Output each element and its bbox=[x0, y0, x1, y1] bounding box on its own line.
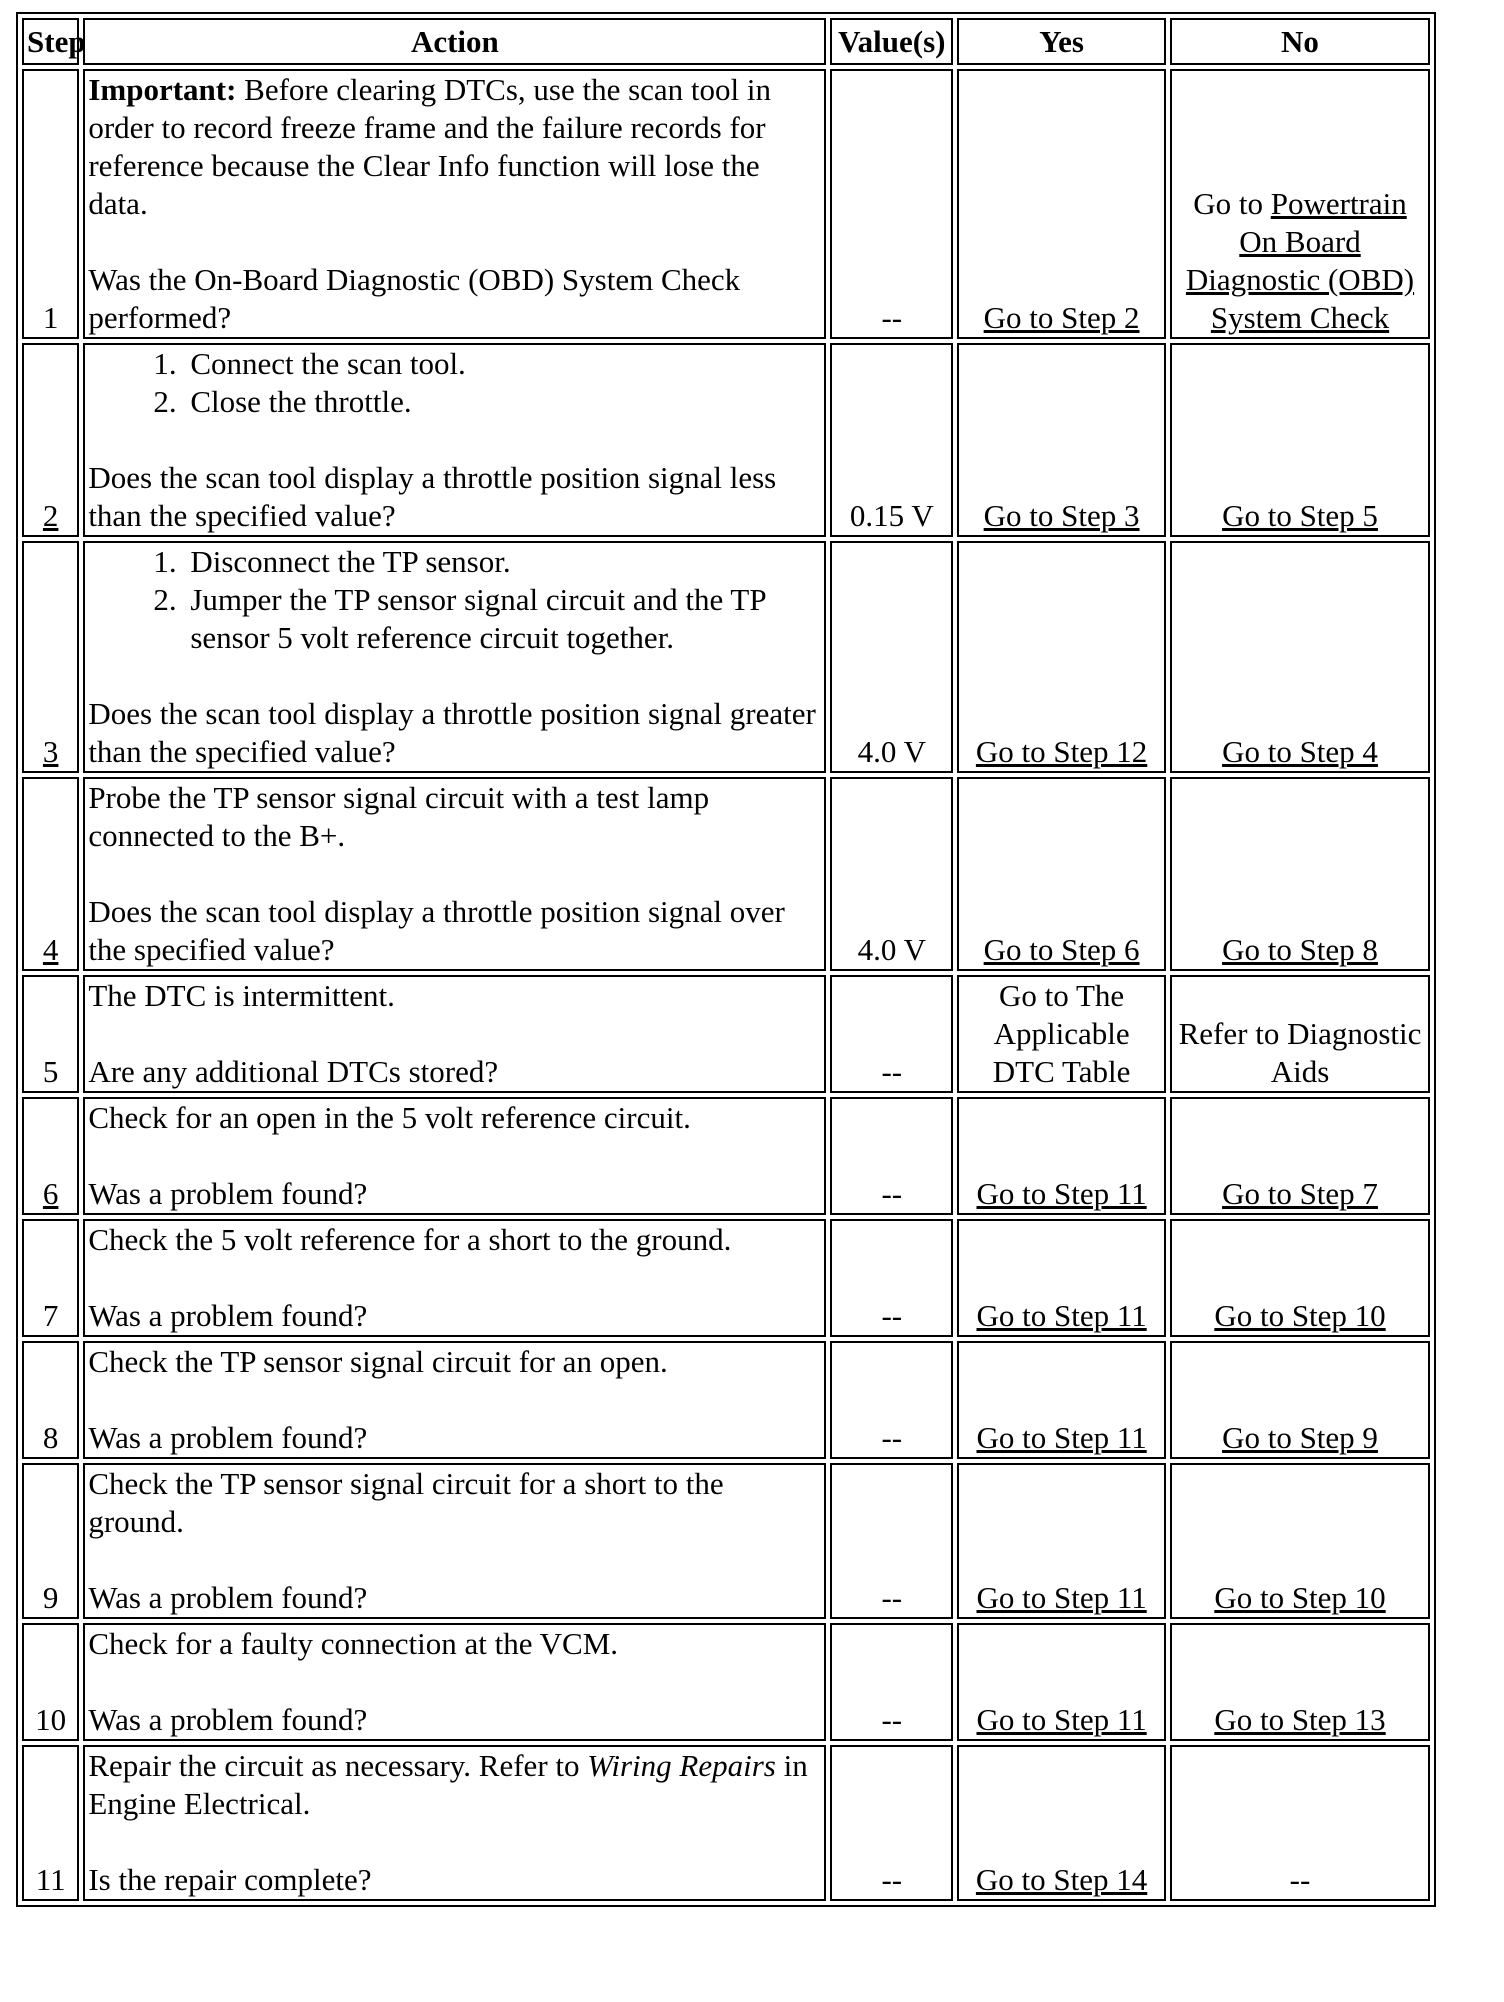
action-question: Was a problem found? bbox=[88, 1176, 368, 1211]
no-link[interactable]: Go to Step 10 bbox=[1214, 1298, 1386, 1333]
action-question: Was a problem found? bbox=[88, 1420, 368, 1455]
yes-cell bbox=[957, 1745, 1166, 1901]
action-cell bbox=[83, 541, 826, 773]
yes-link[interactable]: Go to Step 11 bbox=[976, 1176, 1147, 1211]
action-cell bbox=[83, 777, 826, 971]
no-prefix: Go to bbox=[1193, 186, 1271, 221]
no-cell: -- bbox=[1170, 1745, 1430, 1901]
no-cell bbox=[1170, 1219, 1430, 1337]
yes-cell bbox=[957, 777, 1166, 971]
header-no: No bbox=[1170, 18, 1430, 65]
no-cell bbox=[1170, 69, 1430, 339]
value-cell: 4.0 V bbox=[830, 777, 953, 971]
yes-link[interactable]: Go to Step 12 bbox=[975, 734, 1148, 769]
action-step-item: 2. Jumper the TP sensor signal circuit and the TP sensor 5 volt reference circuit together. bbox=[184, 581, 821, 657]
yes-cell bbox=[957, 541, 1166, 773]
header-row bbox=[22, 18, 1430, 65]
yes-link[interactable]: Go to Step 6 bbox=[983, 932, 1140, 967]
value-cell: -- bbox=[830, 1097, 953, 1215]
yes-link[interactable]: Go to Step 2 bbox=[983, 300, 1140, 335]
action-question: Does the scan tool display a throttle position signal less than the specified value? bbox=[88, 460, 777, 533]
table-row bbox=[22, 1341, 1430, 1459]
yes-link[interactable]: Go to Step 14 bbox=[975, 1862, 1148, 1897]
header-yes: Yes bbox=[957, 18, 1166, 65]
yes-link[interactable]: Go to Step 3 bbox=[983, 498, 1140, 533]
no-cell: Refer to Diagnostic Aids bbox=[1170, 975, 1430, 1093]
value-cell: -- bbox=[830, 1623, 953, 1741]
action-text: Check for a faulty connection at the VCM. bbox=[88, 1626, 619, 1661]
no-cell bbox=[1170, 1097, 1430, 1215]
no-link[interactable]: Go to Step 5 bbox=[1222, 498, 1378, 533]
diagnostic-table bbox=[16, 12, 1436, 1907]
action-cell bbox=[83, 1341, 826, 1459]
table-row bbox=[22, 343, 1430, 537]
action-question: Are any additional DTCs stored? bbox=[88, 1054, 499, 1089]
no-link[interactable]: Go to Step 9 bbox=[1222, 1420, 1378, 1455]
step-number: 7 bbox=[22, 1219, 79, 1337]
action-cell bbox=[83, 1623, 826, 1741]
action-text: Check the TP sensor signal circuit for an open. bbox=[88, 1344, 668, 1379]
no-link[interactable]: Go to Step 10 bbox=[1214, 1580, 1386, 1615]
header-step: Step bbox=[22, 18, 79, 65]
table-row bbox=[22, 1745, 1430, 1901]
action-text: Probe the TP sensor signal circuit with a test lamp connected to the B+. bbox=[88, 780, 710, 853]
step-number[interactable] bbox=[22, 777, 79, 971]
yes-link[interactable]: Go to Step 11 bbox=[976, 1420, 1147, 1455]
table-row bbox=[22, 69, 1430, 339]
step-number: 10 bbox=[22, 1623, 79, 1741]
action-question: Was the On-Board Diagnostic (OBD) System Check performed? bbox=[88, 262, 741, 335]
no-link[interactable]: Go to Step 8 bbox=[1222, 932, 1378, 967]
value-cell: 4.0 V bbox=[830, 541, 953, 773]
yes-link[interactable]: Go to Step 11 bbox=[976, 1702, 1147, 1737]
action-text: Check the 5 volt reference for a short to the ground. bbox=[88, 1222, 732, 1257]
step-number: 5 bbox=[22, 975, 79, 1093]
value-cell: -- bbox=[830, 975, 953, 1093]
action-cell bbox=[83, 1463, 826, 1619]
table-row bbox=[22, 1623, 1430, 1741]
table-row bbox=[22, 1463, 1430, 1619]
value-cell: 0.15 V bbox=[830, 343, 953, 537]
diagnostic-table-wrapper bbox=[16, 12, 1436, 1907]
value-cell: -- bbox=[830, 1745, 953, 1901]
yes-link[interactable]: Go to Step 11 bbox=[976, 1298, 1147, 1333]
action-text: The DTC is intermittent. bbox=[88, 978, 395, 1013]
action-question: Was a problem found? bbox=[88, 1580, 368, 1615]
action-cell bbox=[83, 1745, 826, 1901]
step-number[interactable] bbox=[22, 541, 79, 773]
yes-cell bbox=[957, 1097, 1166, 1215]
no-link[interactable]: Go to Step 7 bbox=[1222, 1176, 1378, 1211]
value-cell: -- bbox=[830, 1341, 953, 1459]
yes-link[interactable]: Go to Step 11 bbox=[976, 1580, 1147, 1615]
no-cell bbox=[1170, 777, 1430, 971]
action-text-suffix: in Engine Electrical. bbox=[88, 1748, 808, 1821]
action-cell bbox=[83, 69, 826, 339]
action-question: Was a problem found? bbox=[88, 1702, 368, 1737]
yes-cell bbox=[957, 1623, 1166, 1741]
yes-cell bbox=[957, 343, 1166, 537]
yes-cell bbox=[957, 1219, 1166, 1337]
step-link[interactable]: 3 bbox=[42, 734, 59, 769]
action-question: Does the scan tool display a throttle position signal greater than the specified value? bbox=[88, 696, 816, 769]
no-cell bbox=[1170, 541, 1430, 773]
action-step-item: 2. Close the throttle. bbox=[184, 383, 821, 421]
value-cell: -- bbox=[830, 69, 953, 339]
no-cell bbox=[1170, 1623, 1430, 1741]
action-step-item: 1. Connect the scan tool. bbox=[184, 345, 821, 383]
step-link[interactable]: 4 bbox=[42, 932, 59, 967]
yes-cell bbox=[957, 69, 1166, 339]
step-number[interactable] bbox=[22, 343, 79, 537]
table-row bbox=[22, 1097, 1430, 1215]
yes-cell bbox=[957, 1341, 1166, 1459]
yes-cell bbox=[957, 1463, 1166, 1619]
action-text: Check for an open in the 5 volt reference circuit. bbox=[88, 1100, 691, 1135]
action-question: Is the repair complete? bbox=[88, 1862, 372, 1897]
step-number: 1 bbox=[22, 69, 79, 339]
action-text: Check the TP sensor signal circuit for a short to the ground. bbox=[88, 1466, 724, 1539]
step-number: 9 bbox=[22, 1463, 79, 1619]
no-link[interactable]: Powertrain On Board Diagnostic (OBD) System Check bbox=[1185, 186, 1415, 335]
step-link[interactable]: 6 bbox=[42, 1176, 59, 1211]
header-values: Value(s) bbox=[830, 18, 953, 65]
value-cell: -- bbox=[830, 1219, 953, 1337]
step-number: 8 bbox=[22, 1341, 79, 1459]
wiring-repairs-reference: Wiring Repairs bbox=[587, 1748, 776, 1783]
action-cell bbox=[83, 343, 826, 537]
step-link[interactable]: 2 bbox=[42, 498, 59, 533]
table-row bbox=[22, 777, 1430, 971]
action-text-prefix: Repair the circuit as necessary. Refer to bbox=[88, 1748, 588, 1783]
no-link[interactable]: Go to Step 13 bbox=[1214, 1702, 1386, 1737]
action-cell bbox=[83, 1097, 826, 1215]
value-cell: -- bbox=[830, 1463, 953, 1619]
action-steps-list bbox=[88, 345, 821, 421]
action-steps-list bbox=[88, 543, 821, 657]
table-row bbox=[22, 975, 1430, 1093]
step-number[interactable] bbox=[22, 1097, 79, 1215]
action-cell bbox=[83, 1219, 826, 1337]
no-link[interactable]: Go to Step 4 bbox=[1222, 734, 1378, 769]
action-question: Was a problem found? bbox=[88, 1298, 368, 1333]
important-text: Before clearing DTCs, use the scan tool in order to record freeze frame and the failure records for reference because the Clear Info function will lose the data. bbox=[88, 72, 772, 221]
table-row bbox=[22, 1219, 1430, 1337]
action-step-item: 1. Disconnect the TP sensor. bbox=[184, 543, 821, 581]
table-row bbox=[22, 541, 1430, 773]
no-cell bbox=[1170, 1463, 1430, 1619]
important-label: Important: bbox=[88, 72, 237, 107]
no-cell bbox=[1170, 1341, 1430, 1459]
step-number: 11 bbox=[22, 1745, 79, 1901]
action-text bbox=[88, 1747, 821, 1823]
action-cell bbox=[83, 975, 826, 1093]
yes-cell: Go to The Applicable DTC Table bbox=[957, 975, 1166, 1093]
no-cell bbox=[1170, 343, 1430, 537]
action-question: Does the scan tool display a throttle position signal over the specified value? bbox=[88, 894, 785, 967]
important-note bbox=[88, 71, 821, 223]
header-action: Action bbox=[83, 18, 826, 65]
